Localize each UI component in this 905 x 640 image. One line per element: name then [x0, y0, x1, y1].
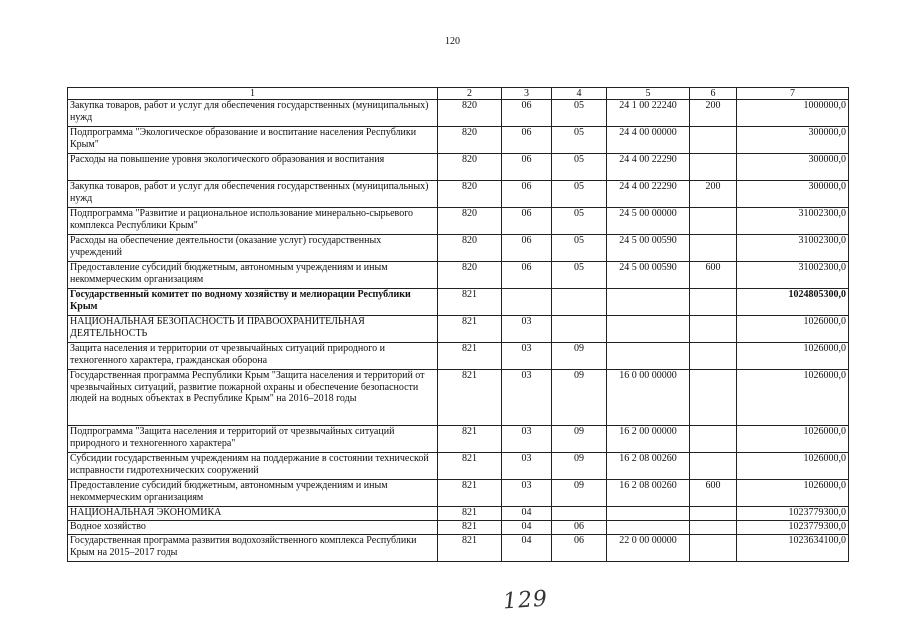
row-name: Расходы на обеспечение деятельности (оказание услуг) государственных учреждений — [68, 235, 438, 262]
row-code-6: 200 — [690, 100, 737, 127]
row-code-6 — [690, 127, 737, 154]
row-code-4 — [552, 289, 607, 316]
row-amount: 1023634100,0 — [737, 535, 849, 562]
row-code-4: 05 — [552, 181, 607, 208]
row-code-2: 821 — [438, 370, 502, 426]
row-name: Государственный комитет по водному хозяйству и мелиорации Республики Крым — [68, 289, 438, 316]
row-amount: 31002300,0 — [737, 235, 849, 262]
row-name: Предоставление субсидий бюджетным, автономным учреждениям и иным некоммерческим организациям — [68, 480, 438, 507]
table-row — [68, 343, 849, 370]
row-code-6 — [690, 507, 737, 521]
row-code-4: 05 — [552, 100, 607, 127]
row-code-2: 821 — [438, 480, 502, 507]
row-amount: 1000000,0 — [737, 100, 849, 127]
row-code-4: 09 — [552, 453, 607, 480]
header-row — [68, 88, 849, 100]
table-row — [68, 262, 849, 289]
row-code-3: 06 — [502, 154, 552, 181]
handwritten-page-mark: 129 — [502, 586, 549, 615]
row-code-3: 03 — [502, 480, 552, 507]
row-amount: 1026000,0 — [737, 453, 849, 480]
row-code-4: 09 — [552, 370, 607, 426]
row-name: Субсидии государственным учреждениям на поддержание в состоянии технической исправности гидротехнических сооружений — [68, 453, 438, 480]
row-amount: 1026000,0 — [737, 426, 849, 453]
row-code-4 — [552, 507, 607, 521]
table-row — [68, 480, 849, 507]
row-code-3: 03 — [502, 370, 552, 426]
row-code-3: 03 — [502, 316, 552, 343]
row-code-3: 06 — [502, 208, 552, 235]
row-amount: 1023779300,0 — [737, 507, 849, 521]
row-code-5 — [607, 316, 690, 343]
header-col-1: 1 — [68, 88, 438, 100]
row-code-5 — [607, 507, 690, 521]
row-code-2: 820 — [438, 100, 502, 127]
row-code-3: 04 — [502, 507, 552, 521]
row-code-4: 09 — [552, 426, 607, 453]
row-name: Подпрограмма "Защита населения и территорий от чрезвычайных ситуаций природного и техногенного характера" — [68, 426, 438, 453]
row-code-4: 05 — [552, 262, 607, 289]
header-col-3: 3 — [502, 88, 552, 100]
row-amount: 300000,0 — [737, 154, 849, 181]
row-name: Государственная программа развития водохозяйственного комплекса Республики Крым на 2015–2017 годы — [68, 535, 438, 562]
row-name: Защита населения и территории от чрезвычайных ситуаций природного и техногенного характера, гражданская оборона — [68, 343, 438, 370]
row-code-4: 09 — [552, 480, 607, 507]
row-code-3: 03 — [502, 426, 552, 453]
row-code-4: 06 — [552, 521, 607, 535]
table-row — [68, 521, 849, 535]
row-name: Водное хозяйство — [68, 521, 438, 535]
row-code-6: 600 — [690, 480, 737, 507]
row-code-4: 05 — [552, 208, 607, 235]
row-code-6 — [690, 154, 737, 181]
table-row — [68, 370, 849, 426]
row-code-2: 821 — [438, 316, 502, 343]
row-code-2: 821 — [438, 453, 502, 480]
row-code-2: 821 — [438, 426, 502, 453]
row-code-6 — [690, 235, 737, 262]
row-code-2: 820 — [438, 262, 502, 289]
row-code-3: 06 — [502, 100, 552, 127]
row-name: Предоставление субсидий бюджетным, автономным учреждениям и иным некоммерческим организациям — [68, 262, 438, 289]
row-code-6: 200 — [690, 181, 737, 208]
row-code-6 — [690, 316, 737, 343]
row-code-5: 16 2 08 00260 — [607, 480, 690, 507]
row-code-2: 821 — [438, 507, 502, 521]
row-amount: 1023779300,0 — [737, 521, 849, 535]
row-code-2: 821 — [438, 343, 502, 370]
row-amount: 300000,0 — [737, 181, 849, 208]
row-code-4: 05 — [552, 154, 607, 181]
row-code-6 — [690, 289, 737, 316]
header-col-2: 2 — [438, 88, 502, 100]
row-code-3: 06 — [502, 262, 552, 289]
row-code-2: 820 — [438, 208, 502, 235]
row-amount: 31002300,0 — [737, 262, 849, 289]
row-name: НАЦИОНАЛЬНАЯ БЕЗОПАСНОСТЬ И ПРАВООХРАНИТЕЛЬНАЯ ДЕЯТЕЛЬНОСТЬ — [68, 316, 438, 343]
row-code-6 — [690, 370, 737, 426]
row-code-5: 24 4 00 00000 — [607, 127, 690, 154]
table-row — [68, 127, 849, 154]
row-code-5: 24 5 00 00000 — [607, 208, 690, 235]
row-code-5: 16 2 00 00000 — [607, 426, 690, 453]
row-amount: 300000,0 — [737, 127, 849, 154]
row-name: Расходы на повышение уровня экологического образования и воспитания — [68, 154, 438, 181]
row-code-2: 821 — [438, 535, 502, 562]
row-code-4: 09 — [552, 343, 607, 370]
row-amount: 1026000,0 — [737, 370, 849, 426]
table-row — [68, 289, 849, 316]
row-code-2: 820 — [438, 181, 502, 208]
row-code-3 — [502, 289, 552, 316]
table-row — [68, 100, 849, 127]
row-code-5: 24 4 00 22290 — [607, 154, 690, 181]
row-code-5 — [607, 343, 690, 370]
row-code-2: 820 — [438, 235, 502, 262]
row-name: Закупка товаров, работ и услуг для обеспечения государственных (муниципальных) нужд — [68, 100, 438, 127]
page-number: 120 — [445, 36, 460, 47]
row-code-5: 22 0 00 00000 — [607, 535, 690, 562]
row-name: НАЦИОНАЛЬНАЯ ЭКОНОМИКА — [68, 507, 438, 521]
row-code-4: 06 — [552, 535, 607, 562]
row-code-6 — [690, 208, 737, 235]
row-name: Подпрограмма "Развитие и рациональное использование минерально-сырьевого комплекса Республики Крым" — [68, 208, 438, 235]
row-code-6 — [690, 535, 737, 562]
row-code-2: 820 — [438, 154, 502, 181]
table-row — [68, 453, 849, 480]
row-code-5: 16 0 00 00000 — [607, 370, 690, 426]
row-code-5 — [607, 289, 690, 316]
table-row — [68, 316, 849, 343]
row-code-2: 821 — [438, 521, 502, 535]
row-code-6: 600 — [690, 262, 737, 289]
header-col-7: 7 — [737, 88, 849, 100]
row-amount: 1024805300,0 — [737, 289, 849, 316]
row-amount: 31002300,0 — [737, 208, 849, 235]
row-code-3: 03 — [502, 453, 552, 480]
row-code-3: 04 — [502, 535, 552, 562]
row-name: Подпрограмма "Экологическое образование и воспитание населения Республики Крым" — [68, 127, 438, 154]
row-code-3: 06 — [502, 127, 552, 154]
row-amount: 1026000,0 — [737, 316, 849, 343]
table-row — [68, 208, 849, 235]
row-code-3: 06 — [502, 235, 552, 262]
table-row — [68, 426, 849, 453]
table-row — [68, 507, 849, 521]
row-code-3: 04 — [502, 521, 552, 535]
header-col-4: 4 — [552, 88, 607, 100]
budget-table — [67, 87, 849, 562]
header-col-5: 5 — [607, 88, 690, 100]
row-code-2: 821 — [438, 289, 502, 316]
row-amount: 1026000,0 — [737, 343, 849, 370]
row-code-4 — [552, 316, 607, 343]
row-name: Закупка товаров, работ и услуг для обеспечения государственных (муниципальных) нужд — [68, 181, 438, 208]
table-row — [68, 235, 849, 262]
header-col-6: 6 — [690, 88, 737, 100]
table-body — [68, 100, 849, 562]
row-code-3: 03 — [502, 343, 552, 370]
row-code-5: 24 4 00 22290 — [607, 181, 690, 208]
row-code-5: 24 5 00 00590 — [607, 235, 690, 262]
row-code-2: 820 — [438, 127, 502, 154]
table-row — [68, 181, 849, 208]
row-code-4: 05 — [552, 235, 607, 262]
row-code-6 — [690, 426, 737, 453]
row-code-6 — [690, 453, 737, 480]
row-code-5 — [607, 521, 690, 535]
row-code-6 — [690, 521, 737, 535]
table-row — [68, 535, 849, 562]
row-code-5: 24 1 00 22240 — [607, 100, 690, 127]
table-row — [68, 154, 849, 181]
row-amount: 1026000,0 — [737, 480, 849, 507]
row-code-6 — [690, 343, 737, 370]
row-name: Государственная программа Республики Крым "Защита населения и территорий от чрезвычайных ситуаций, развитие пожарной охраны и обеспечение безопасности людей на водных объектах в Республике Крым" на 2016–2018 годы — [68, 370, 438, 426]
row-code-4: 05 — [552, 127, 607, 154]
row-code-3: 06 — [502, 181, 552, 208]
row-code-5: 16 2 08 00260 — [607, 453, 690, 480]
row-code-5: 24 5 00 00590 — [607, 262, 690, 289]
